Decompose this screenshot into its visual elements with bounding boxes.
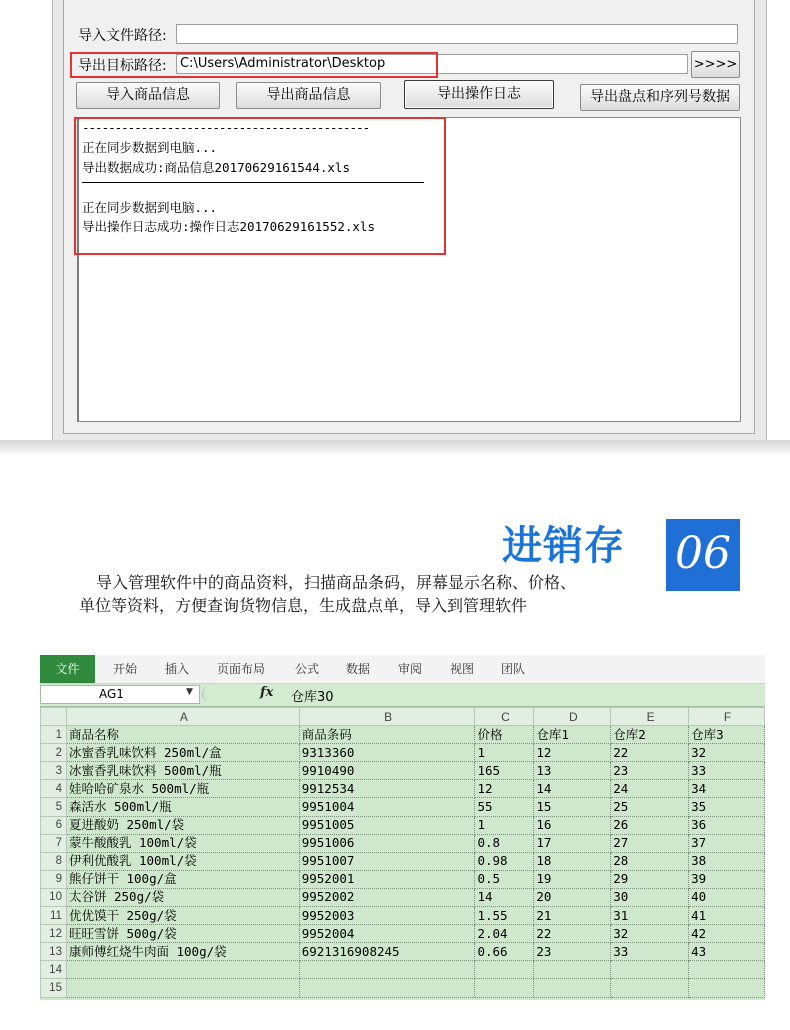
table-row	[41, 816, 765, 834]
table-row	[41, 888, 765, 906]
promo-title: 进销存	[502, 523, 625, 569]
log-line-1: 正在同步数据到电脑...	[82, 140, 218, 155]
cell[interactable]: 12	[534, 744, 611, 762]
promo-badge: 06	[666, 519, 740, 591]
cell[interactable]: 23	[534, 943, 611, 961]
cell[interactable]: 12	[475, 780, 534, 798]
tab-formulas[interactable]: 公式	[295, 662, 320, 676]
cell[interactable]: 42	[689, 925, 765, 943]
spreadsheet-window	[40, 655, 765, 1000]
cell[interactable]: 9952001	[299, 870, 475, 888]
cell[interactable]: 1	[475, 744, 534, 762]
name-box[interactable]: AG1	[40, 685, 200, 704]
row-header[interactable]: 14	[41, 961, 67, 979]
log-line-4: 导出操作日志成功:操作日志20170629161552.xls	[82, 219, 375, 234]
cell[interactable]: 24	[611, 780, 689, 798]
cell[interactable]: 18	[534, 852, 611, 870]
table-row	[41, 870, 765, 888]
import-path-input[interactable]	[176, 24, 738, 44]
table-row	[41, 744, 765, 762]
cell[interactable]: 9952003	[299, 907, 475, 925]
row-header[interactable]: 10	[41, 888, 67, 906]
export-log-button[interactable]: 导出操作日志	[404, 80, 554, 109]
promo-desc-line-2: 单位等资料，方便查询货物信息，生成盘点单，导入到管理软件	[79, 596, 528, 615]
row-header[interactable]: 8	[41, 852, 67, 870]
target-path-input[interactable]: C:\Users\Administrator\Desktop	[176, 54, 688, 74]
cell[interactable]: 14	[475, 888, 534, 906]
tab-view[interactable]: 视图	[450, 662, 475, 676]
cell[interactable]: 仓库3	[689, 726, 765, 744]
cell[interactable]: 9910490	[299, 762, 475, 780]
column-header[interactable]: D	[534, 708, 611, 726]
column-header[interactable]: E	[611, 708, 689, 726]
cell[interactable]: 27	[611, 834, 689, 852]
row-header[interactable]: 2	[41, 744, 67, 762]
cell[interactable]: 165	[475, 762, 534, 780]
cell[interactable]	[475, 961, 534, 979]
cell[interactable]: 仓库1	[534, 726, 611, 744]
cell[interactable]	[66, 961, 299, 979]
cell-grid[interactable]	[40, 707, 765, 998]
cell[interactable]: 康师傅红烧牛肉面 100g/袋	[66, 943, 299, 961]
row-header[interactable]: 11	[41, 907, 67, 925]
cell[interactable]: 15	[534, 798, 611, 816]
cell[interactable]: 32	[689, 744, 765, 762]
table-row	[41, 943, 765, 961]
tab-file[interactable]: 文件	[40, 655, 95, 683]
row-header[interactable]: 6	[41, 816, 67, 834]
cell[interactable]: 22	[534, 925, 611, 943]
row-header[interactable]: 12	[41, 925, 67, 943]
row-header[interactable]: 5	[41, 798, 67, 816]
cell[interactable]: 熊仔饼干 100g/盒	[66, 870, 299, 888]
cell[interactable]: 29	[611, 870, 689, 888]
table-row	[41, 925, 765, 943]
cell[interactable]	[534, 961, 611, 979]
log-dashes: --------------------------------------------	[82, 120, 370, 135]
tab-page-layout[interactable]: 页面布局	[217, 662, 266, 676]
cell[interactable]: 0.8	[475, 834, 534, 852]
cell[interactable]: 34	[689, 780, 765, 798]
cell[interactable]	[66, 979, 299, 997]
cell[interactable]: 商品名称	[66, 726, 299, 744]
cell[interactable]	[299, 961, 475, 979]
row-header[interactable]: 3	[41, 762, 67, 780]
row-header[interactable]: 7	[41, 834, 67, 852]
fx-icon[interactable]: fx	[260, 685, 274, 700]
cell[interactable]: 20	[534, 888, 611, 906]
cell[interactable]: 13	[534, 762, 611, 780]
cell[interactable]: 9952002	[299, 888, 475, 906]
cell[interactable]: 2.04	[475, 925, 534, 943]
cell[interactable]: 21	[534, 907, 611, 925]
cell[interactable]: 9951005	[299, 816, 475, 834]
cell[interactable]: 23	[611, 762, 689, 780]
cell[interactable]: 1	[475, 816, 534, 834]
cell[interactable]: 9951004	[299, 798, 475, 816]
cell[interactable]: 22	[611, 744, 689, 762]
cell[interactable]: 41	[689, 907, 765, 925]
export-goods-button[interactable]: 导出商品信息	[236, 82, 381, 109]
table-row	[41, 979, 765, 997]
column-header[interactable]: F	[689, 708, 765, 726]
cell[interactable]: 仓库2	[611, 726, 689, 744]
row-header[interactable]: 9	[41, 870, 67, 888]
table-row	[41, 798, 765, 816]
cell[interactable]: 0.5	[475, 870, 534, 888]
cell[interactable]: 商品条码	[299, 726, 475, 744]
cell[interactable]: 33	[689, 762, 765, 780]
cell[interactable]: 40	[689, 888, 765, 906]
cell[interactable]: 14	[534, 780, 611, 798]
tab-review[interactable]: 审阅	[398, 662, 423, 676]
target-path-label: 导出目标路径:	[78, 58, 167, 74]
cell[interactable]: 37	[689, 834, 765, 852]
formula-input[interactable]: 仓库30	[291, 690, 334, 705]
cell[interactable]: 9952004	[299, 925, 475, 943]
log-line-3: 正在同步数据到电脑...	[82, 200, 218, 215]
cell[interactable]: 太谷饼 250g/袋	[66, 888, 299, 906]
column-header[interactable]: A	[66, 708, 299, 726]
cell[interactable]: 冰蜜香乳味饮料 500ml/瓶	[66, 762, 299, 780]
cell[interactable]: 9313360	[299, 744, 475, 762]
row-header[interactable]: 15	[41, 979, 67, 997]
cell[interactable]: 蒙牛酸酸乳 100ml/袋	[66, 834, 299, 852]
cell[interactable]	[299, 979, 475, 997]
cell[interactable]: 39	[689, 870, 765, 888]
log-highlight	[74, 117, 446, 255]
table-row	[41, 762, 765, 780]
cell[interactable]: 36	[689, 816, 765, 834]
table-row	[41, 907, 765, 925]
tab-insert[interactable]: 插入	[165, 662, 190, 676]
cell[interactable]: 43	[689, 943, 765, 961]
cell[interactable]: 38	[689, 852, 765, 870]
table-row	[41, 852, 765, 870]
cell[interactable]: 优优馍干 250g/袋	[66, 907, 299, 925]
cell[interactable]: 32	[611, 925, 689, 943]
cell[interactable]: 6921316908245	[299, 943, 475, 961]
cell[interactable]	[611, 979, 689, 997]
cell[interactable]: 35	[689, 798, 765, 816]
cell[interactable]: 伊利优酸乳 100ml/袋	[66, 852, 299, 870]
cell[interactable]: 夏进酸奶 250ml/袋	[66, 816, 299, 834]
chevron-down-icon[interactable]: ▼	[186, 687, 193, 697]
cell[interactable]	[689, 961, 765, 979]
import-path-label: 导入文件路径:	[78, 28, 167, 44]
cell[interactable]: 1.55	[475, 907, 534, 925]
cell[interactable]: 55	[475, 798, 534, 816]
table-row	[41, 780, 765, 798]
column-header[interactable]: C	[475, 708, 534, 726]
tab-data[interactable]: 数据	[346, 662, 371, 676]
table-row	[41, 834, 765, 852]
cell[interactable]: 森活水 500ml/瓶	[66, 798, 299, 816]
cell[interactable]: 0.98	[475, 852, 534, 870]
cell[interactable]: 价格	[475, 726, 534, 744]
cell[interactable]: 28	[611, 852, 689, 870]
column-header-row	[41, 708, 765, 726]
cell[interactable]: 旺旺雪饼 500g/袋	[66, 925, 299, 943]
tab-team[interactable]: 团队	[501, 662, 526, 676]
cell[interactable]: 17	[534, 834, 611, 852]
cell[interactable]: 9912534	[299, 780, 475, 798]
cell[interactable]: 娃哈哈矿泉水 500ml/瓶	[66, 780, 299, 798]
formula-bar	[40, 684, 765, 707]
row-header[interactable]: 13	[41, 943, 67, 961]
cell[interactable]: 19	[534, 870, 611, 888]
select-all-corner[interactable]	[41, 708, 67, 726]
table-row	[41, 726, 765, 744]
cell[interactable]: 30	[611, 888, 689, 906]
promo-desc-line-1: 导入管理软件中的商品资料，扫描商品条码，屏幕显示名称、价格、	[96, 573, 577, 592]
cell[interactable]	[534, 979, 611, 997]
row-header[interactable]: 1	[41, 726, 67, 744]
cell[interactable]: 0.66	[475, 943, 534, 961]
formula-bar-divider	[202, 686, 263, 702]
browse-button[interactable]: >>>>	[691, 51, 740, 78]
export-inventory-serial-button[interactable]: 导出盘点和序列号数据	[580, 84, 740, 111]
cell[interactable]: 25	[611, 798, 689, 816]
dialog-shadow	[0, 440, 790, 456]
tab-home[interactable]: 开始	[113, 662, 138, 676]
table-row	[41, 961, 765, 979]
ribbon-tabs	[40, 655, 765, 684]
cell[interactable]: 冰蜜香乳味饮料 250ml/盒	[66, 744, 299, 762]
cell[interactable]: 16	[534, 816, 611, 834]
cell[interactable]: 26	[611, 816, 689, 834]
cell[interactable]: 33	[611, 943, 689, 961]
cell[interactable]: 9951006	[299, 834, 475, 852]
log-line-2: 导出数据成功:商品信息20170629161544.xls	[82, 160, 350, 175]
cell[interactable]	[475, 979, 534, 997]
cell[interactable]	[611, 961, 689, 979]
cell[interactable]	[689, 979, 765, 997]
import-goods-button[interactable]: 导入商品信息	[76, 82, 220, 109]
row-header[interactable]: 4	[41, 780, 67, 798]
target-path-highlight	[70, 52, 438, 78]
cell[interactable]: 9951007	[299, 852, 475, 870]
cell[interactable]: 31	[611, 907, 689, 925]
column-header[interactable]: B	[299, 708, 475, 726]
